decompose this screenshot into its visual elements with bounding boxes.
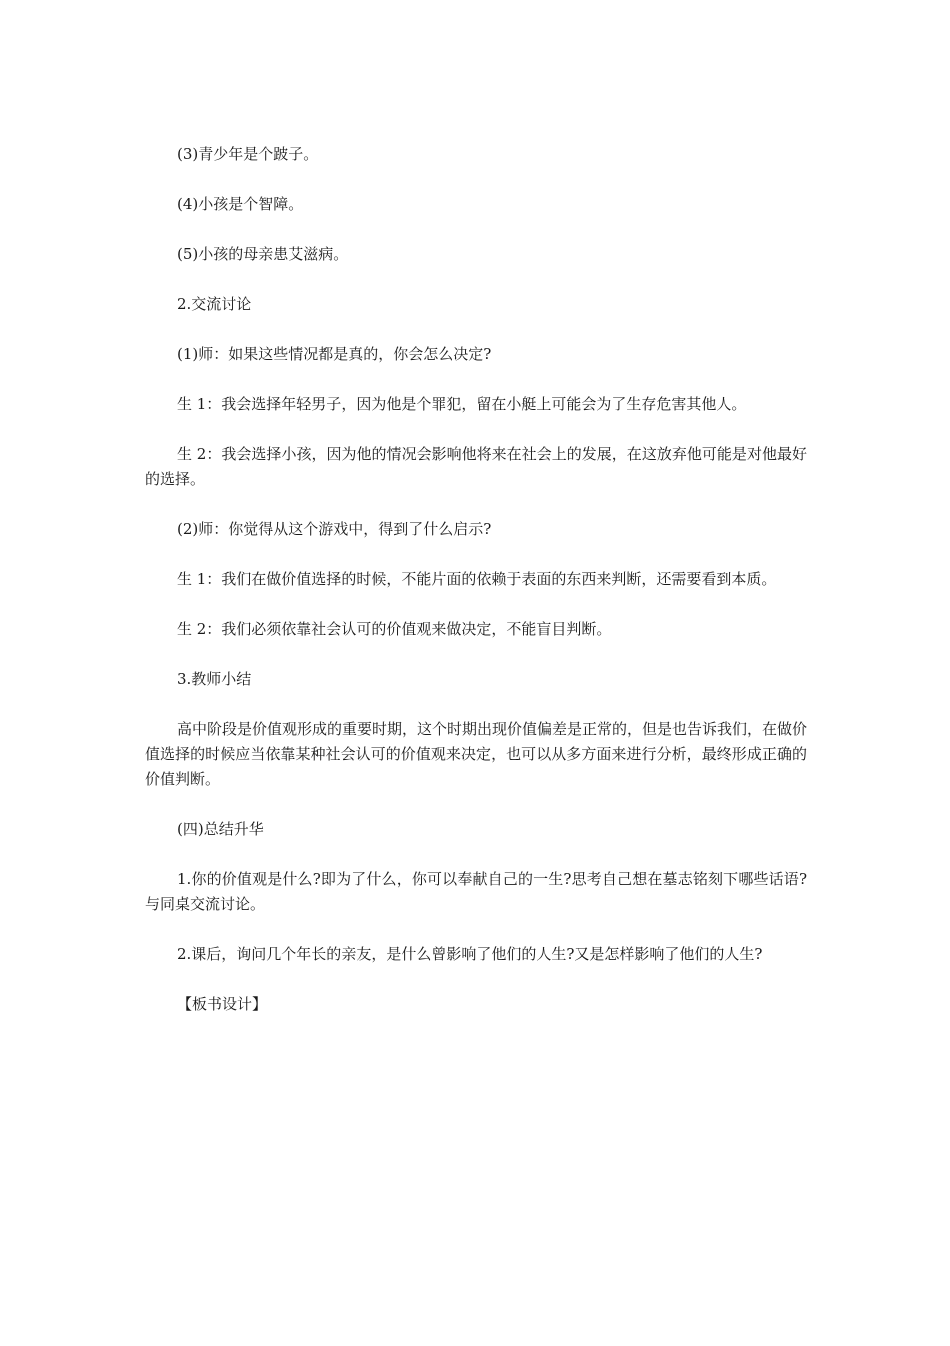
section-heading-conclusion: (四)总结升华: [177, 820, 264, 838]
teacher-question-2: (2)师：你觉得从这个游戏中，得到了什么启示?: [177, 520, 492, 538]
summary-paragraph: 高中阶段是价值观形成的重要时期，这个时期出现价值偏差是正常的，但是也告诉我们，在做价值选择的时候应当依靠某种社会认可的价值观来决定，也可以从多方面来进行分析，最终形成正确的价值判断。: [145, 720, 808, 788]
student-answer-1: 生 1：我会选择年轻男子，因为他是个罪犯，留在小艇上可能会为了生存危害其他人。: [177, 395, 747, 413]
student-answer-3: 生 1：我们在做价值选择的时候，不能片面的依赖于表面的东西来判断，还需要看到本质。: [177, 570, 777, 588]
list-item-5: (5)小孩的母亲患艾滋病。: [177, 245, 349, 263]
conclusion-task-2: 2.课后，询问几个年长的亲友，是什么曾影响了他们的人生?又是怎样影响了他们的人生?: [177, 945, 763, 963]
student-answer-4: 生 2：我们必须依靠社会认可的价值观来做决定，不能盲目判断。: [177, 620, 612, 638]
document-page: [145, 142, 807, 1042]
list-item-3: (3)青少年是个跛子。: [177, 145, 319, 163]
teacher-question-1: (1)师：如果这些情况都是真的，你会怎么决定?: [177, 345, 492, 363]
student-answer-2: 生 2：我会选择小孩，因为他的情况会影响他将来在社会上的发展，在这放弃他可能是对他最好的选择。: [145, 445, 807, 488]
board-design-heading: 【板书设计】: [177, 995, 268, 1013]
section-heading-discussion: 2.交流讨论: [177, 295, 252, 313]
list-item-4: (4)小孩是个智障。: [177, 195, 304, 213]
conclusion-task-1: 1.你的价值观是什么?即为了什么，你可以奉献自己的一生?思考自己想在墓志铭刻下哪些话语?与同桌交流讨论。: [145, 870, 807, 913]
section-heading-summary: 3.教师小结: [177, 670, 252, 688]
